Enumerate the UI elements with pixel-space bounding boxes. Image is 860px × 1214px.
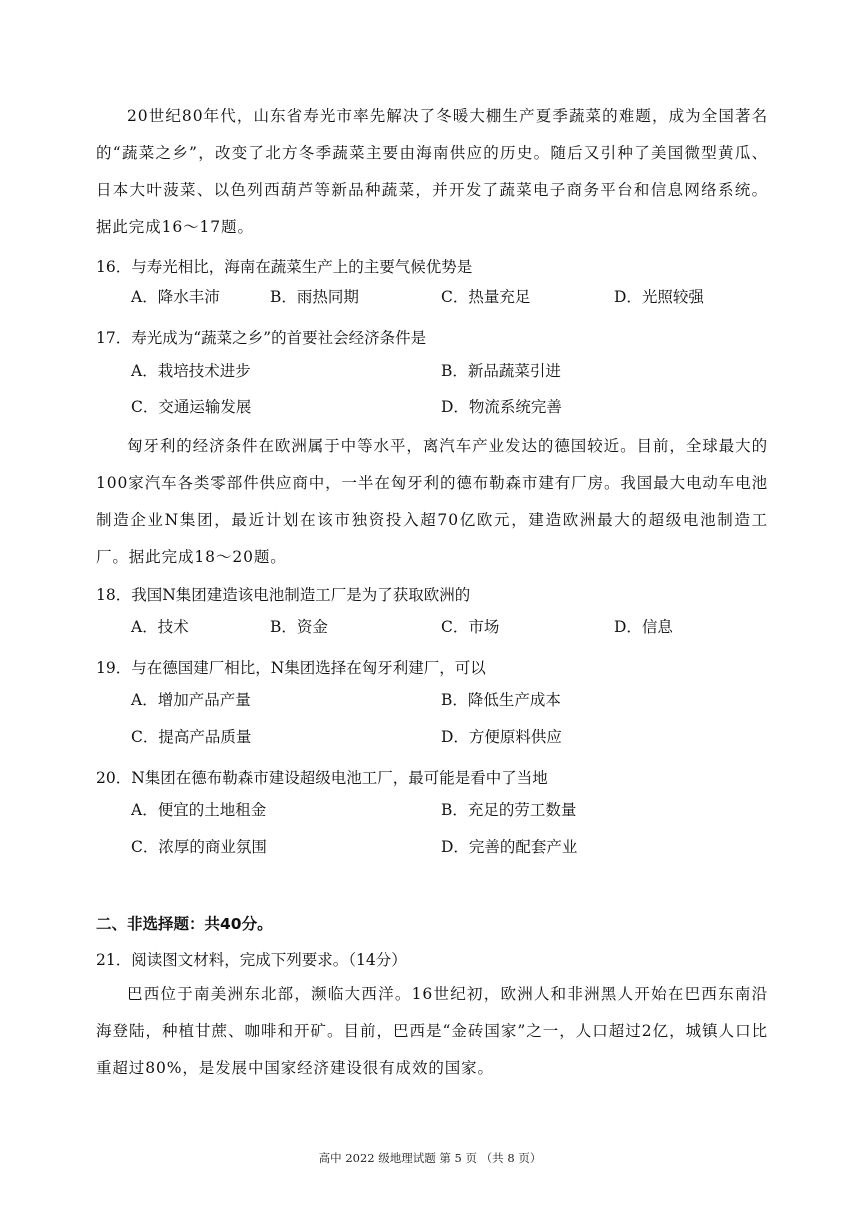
question-16-option-b: B．雨热同期 bbox=[270, 288, 359, 306]
material-paragraph-battery-factory: 匈牙利的经济条件在欧洲属于中等水平，离汽车产业发达的德国较近。目前，全球最大的100家汽车各类零部件供应商中，一半在匈牙利的德布勒森市建有厂房。我国最大电动车电池制造企业N集团，最近计划在该市独资投入超70亿欧元，建造欧洲最大的超级电池制造工厂。据此完成18～20题。 bbox=[96, 437, 768, 566]
material-paragraph-brazil: 巴西位于南美洲东北部，濒临大西洋。16世纪初，欧洲人和非洲黑人开始在巴西东南沿海登陆，种植甘蔗、咖啡和开矿。目前，巴西是“金砖国家”之一，人口超过2亿，城镇人口比重超过80%，是发展中国家经济建设很有成效的国家。 bbox=[96, 985, 768, 1077]
question-18-stem: 18．我国N集团建造该电池制造工厂是为了获取欧洲的 bbox=[96, 586, 471, 604]
section-2-title: 二、非选择题：共40分。 bbox=[96, 915, 273, 933]
question-16-option-a: A．降水丰沛 bbox=[131, 288, 220, 306]
question-18-option-d: D．信息 bbox=[614, 618, 673, 636]
material-paragraph-vegetables: 20世纪80年代，山东省寿光市率先解决了冬暖大棚生产夏季蔬菜的难题，成为全国著名的“蔬菜之乡”，改变了北方冬季蔬菜主要由海南供应的历史。随后又引种了美国微型黄瓜、日本大叶菠菜、以色列西葫芦等新品种蔬菜，并开发了蔬菜电子商务平台和信息网络系统。据此完成16～17题。 bbox=[96, 107, 768, 236]
question-17-option-a: A．栽培技术进步 bbox=[131, 362, 251, 380]
page-footer: 高中 2022 级地理试题 第 5 页 （共 8 页） bbox=[318, 1151, 542, 1165]
question-19-option-d: D．方便原料供应 bbox=[441, 728, 562, 746]
question-16-option-c: C．热量充足 bbox=[441, 288, 531, 306]
question-19-stem: 19．与在德国建厂相比，N集团选择在匈牙利建厂，可以 bbox=[96, 659, 486, 677]
question-17-stem: 17．寿光成为“蔬菜之乡”的首要社会经济条件是 bbox=[96, 329, 427, 347]
question-16-option-d: D．光照较强 bbox=[614, 288, 704, 306]
question-17-option-b: B．新品蔬菜引进 bbox=[441, 362, 561, 380]
question-16-stem: 16．与寿光相比，海南在蔬菜生产上的主要气候优势是 bbox=[96, 258, 473, 276]
question-19-option-c: C．提高产品质量 bbox=[131, 728, 252, 746]
question-21-stem: 21．阅读图文材料，完成下列要求。（14分） bbox=[96, 951, 407, 969]
question-20-option-d: D．完善的配套产业 bbox=[441, 838, 578, 856]
question-19-option-b: B．降低生产成本 bbox=[441, 691, 561, 709]
question-20-stem: 20．N集团在德布勒森市建设超级电池工厂，最可能是看中了当地 bbox=[96, 769, 548, 787]
question-20-option-b: B．充足的劳工数量 bbox=[441, 801, 577, 819]
question-17-option-c: C．交通运输发展 bbox=[131, 398, 252, 416]
question-19-option-a: A．增加产品产量 bbox=[131, 691, 251, 709]
question-20-option-a: A．便宜的土地租金 bbox=[131, 801, 267, 819]
question-20-option-c: C．浓厚的商业氛围 bbox=[131, 838, 267, 856]
question-18-option-c: C．市场 bbox=[441, 618, 500, 636]
question-17-option-d: D．物流系统完善 bbox=[441, 398, 562, 416]
question-18-option-a: A．技术 bbox=[131, 618, 189, 636]
question-18-option-b: B．资金 bbox=[270, 618, 328, 636]
